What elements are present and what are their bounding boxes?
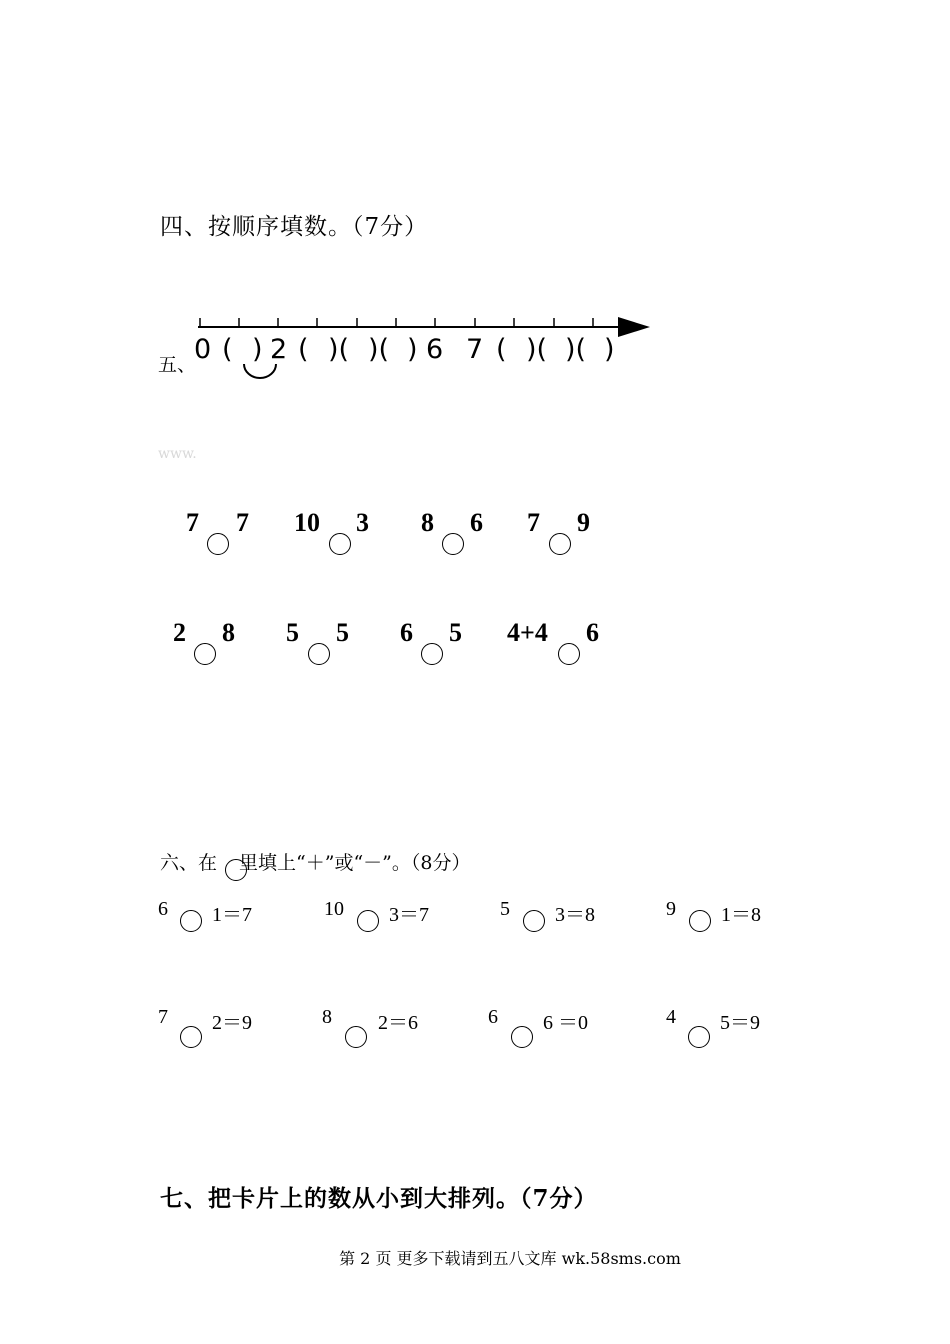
arith-right: 2＝9	[212, 1012, 252, 1034]
compare-right: 6	[470, 508, 483, 537]
number-line-label: )	[407, 334, 418, 365]
compare-left: 8	[421, 508, 434, 537]
arith-left: 6	[488, 1006, 498, 1028]
compare-answer-circle[interactable]	[329, 533, 351, 555]
compare-answer-circle[interactable]	[549, 533, 571, 555]
section-five-heading: 五、	[158, 354, 197, 376]
compare-left: 10	[294, 508, 320, 537]
number-line-label: )(	[368, 334, 390, 365]
compare-answer-circle[interactable]	[308, 643, 330, 665]
page-footer: 第 2 页 更多下载请到五八文库 wk.58sms.com	[339, 1249, 681, 1268]
arith-left: 7	[158, 1006, 168, 1028]
number-line-label: 6	[426, 334, 444, 365]
section-seven-heading: 七、把卡片上的数从小到大排列。（7分）	[160, 1185, 598, 1212]
number-line-label: )	[252, 334, 263, 365]
number-line-label: 7	[466, 334, 484, 365]
partial-circle-icon	[240, 356, 280, 384]
arith-left: 4	[666, 1006, 676, 1028]
number-line-label: )(	[526, 334, 548, 365]
number-line-label: )(	[328, 334, 350, 365]
number-line-arrowhead	[618, 317, 650, 337]
operator-circle[interactable]	[180, 1026, 202, 1048]
section-four-heading: 四、按顺序填数。（7分）	[160, 214, 429, 240]
compare-left: 6	[400, 618, 413, 647]
number-line-label: )	[604, 334, 615, 365]
arith-right: 5＝9	[720, 1012, 760, 1034]
arith-left: 6	[158, 898, 168, 920]
compare-answer-circle[interactable]	[421, 643, 443, 665]
arith-left: 9	[666, 898, 676, 920]
operator-circle[interactable]	[180, 910, 202, 932]
compare-answer-circle[interactable]	[194, 643, 216, 665]
number-line-label: (	[298, 334, 309, 365]
compare-right: 5	[449, 618, 462, 647]
number-line-label: (	[222, 334, 233, 365]
operator-circle[interactable]	[511, 1026, 533, 1048]
compare-right: 6	[586, 618, 599, 647]
ghost-text: www.	[158, 446, 197, 462]
arith-left: 5	[500, 898, 510, 920]
compare-right: 8	[222, 618, 235, 647]
heading-circle-icon	[225, 859, 247, 881]
section-six-heading-start: 六、在	[160, 852, 218, 874]
number-line-label: 0	[194, 334, 212, 365]
arith-right: 6 ＝0	[543, 1012, 588, 1034]
compare-right: 3	[356, 508, 369, 537]
operator-circle[interactable]	[357, 910, 379, 932]
arith-left: 10	[324, 898, 344, 920]
compare-left: 4+4	[507, 618, 548, 647]
arith-right: 1＝8	[721, 904, 761, 926]
number-line-label: (	[496, 334, 507, 365]
operator-circle[interactable]	[688, 1026, 710, 1048]
arith-right: 3＝8	[555, 904, 595, 926]
compare-answer-circle[interactable]	[207, 533, 229, 555]
number-line-label: )(	[565, 334, 587, 365]
compare-answer-circle[interactable]	[442, 533, 464, 555]
section-six-heading-end: 里填上“＋”或“－”。（8分）	[239, 852, 471, 874]
compare-left: 7	[186, 508, 199, 537]
section-six-heading	[160, 848, 470, 875]
arith-right: 1＝7	[212, 904, 252, 926]
compare-right: 7	[236, 508, 249, 537]
operator-circle[interactable]	[345, 1026, 367, 1048]
arith-right: 3＝7	[389, 904, 429, 926]
arith-left: 8	[322, 1006, 332, 1028]
compare-right: 5	[336, 618, 349, 647]
compare-left: 5	[286, 618, 299, 647]
compare-right: 9	[577, 508, 590, 537]
arith-right: 2＝6	[378, 1012, 418, 1034]
compare-answer-circle[interactable]	[558, 643, 580, 665]
compare-left: 7	[527, 508, 540, 537]
number-line-label: 2	[270, 334, 288, 365]
compare-left: 2	[173, 618, 186, 647]
operator-circle[interactable]	[523, 910, 545, 932]
operator-circle[interactable]	[689, 910, 711, 932]
